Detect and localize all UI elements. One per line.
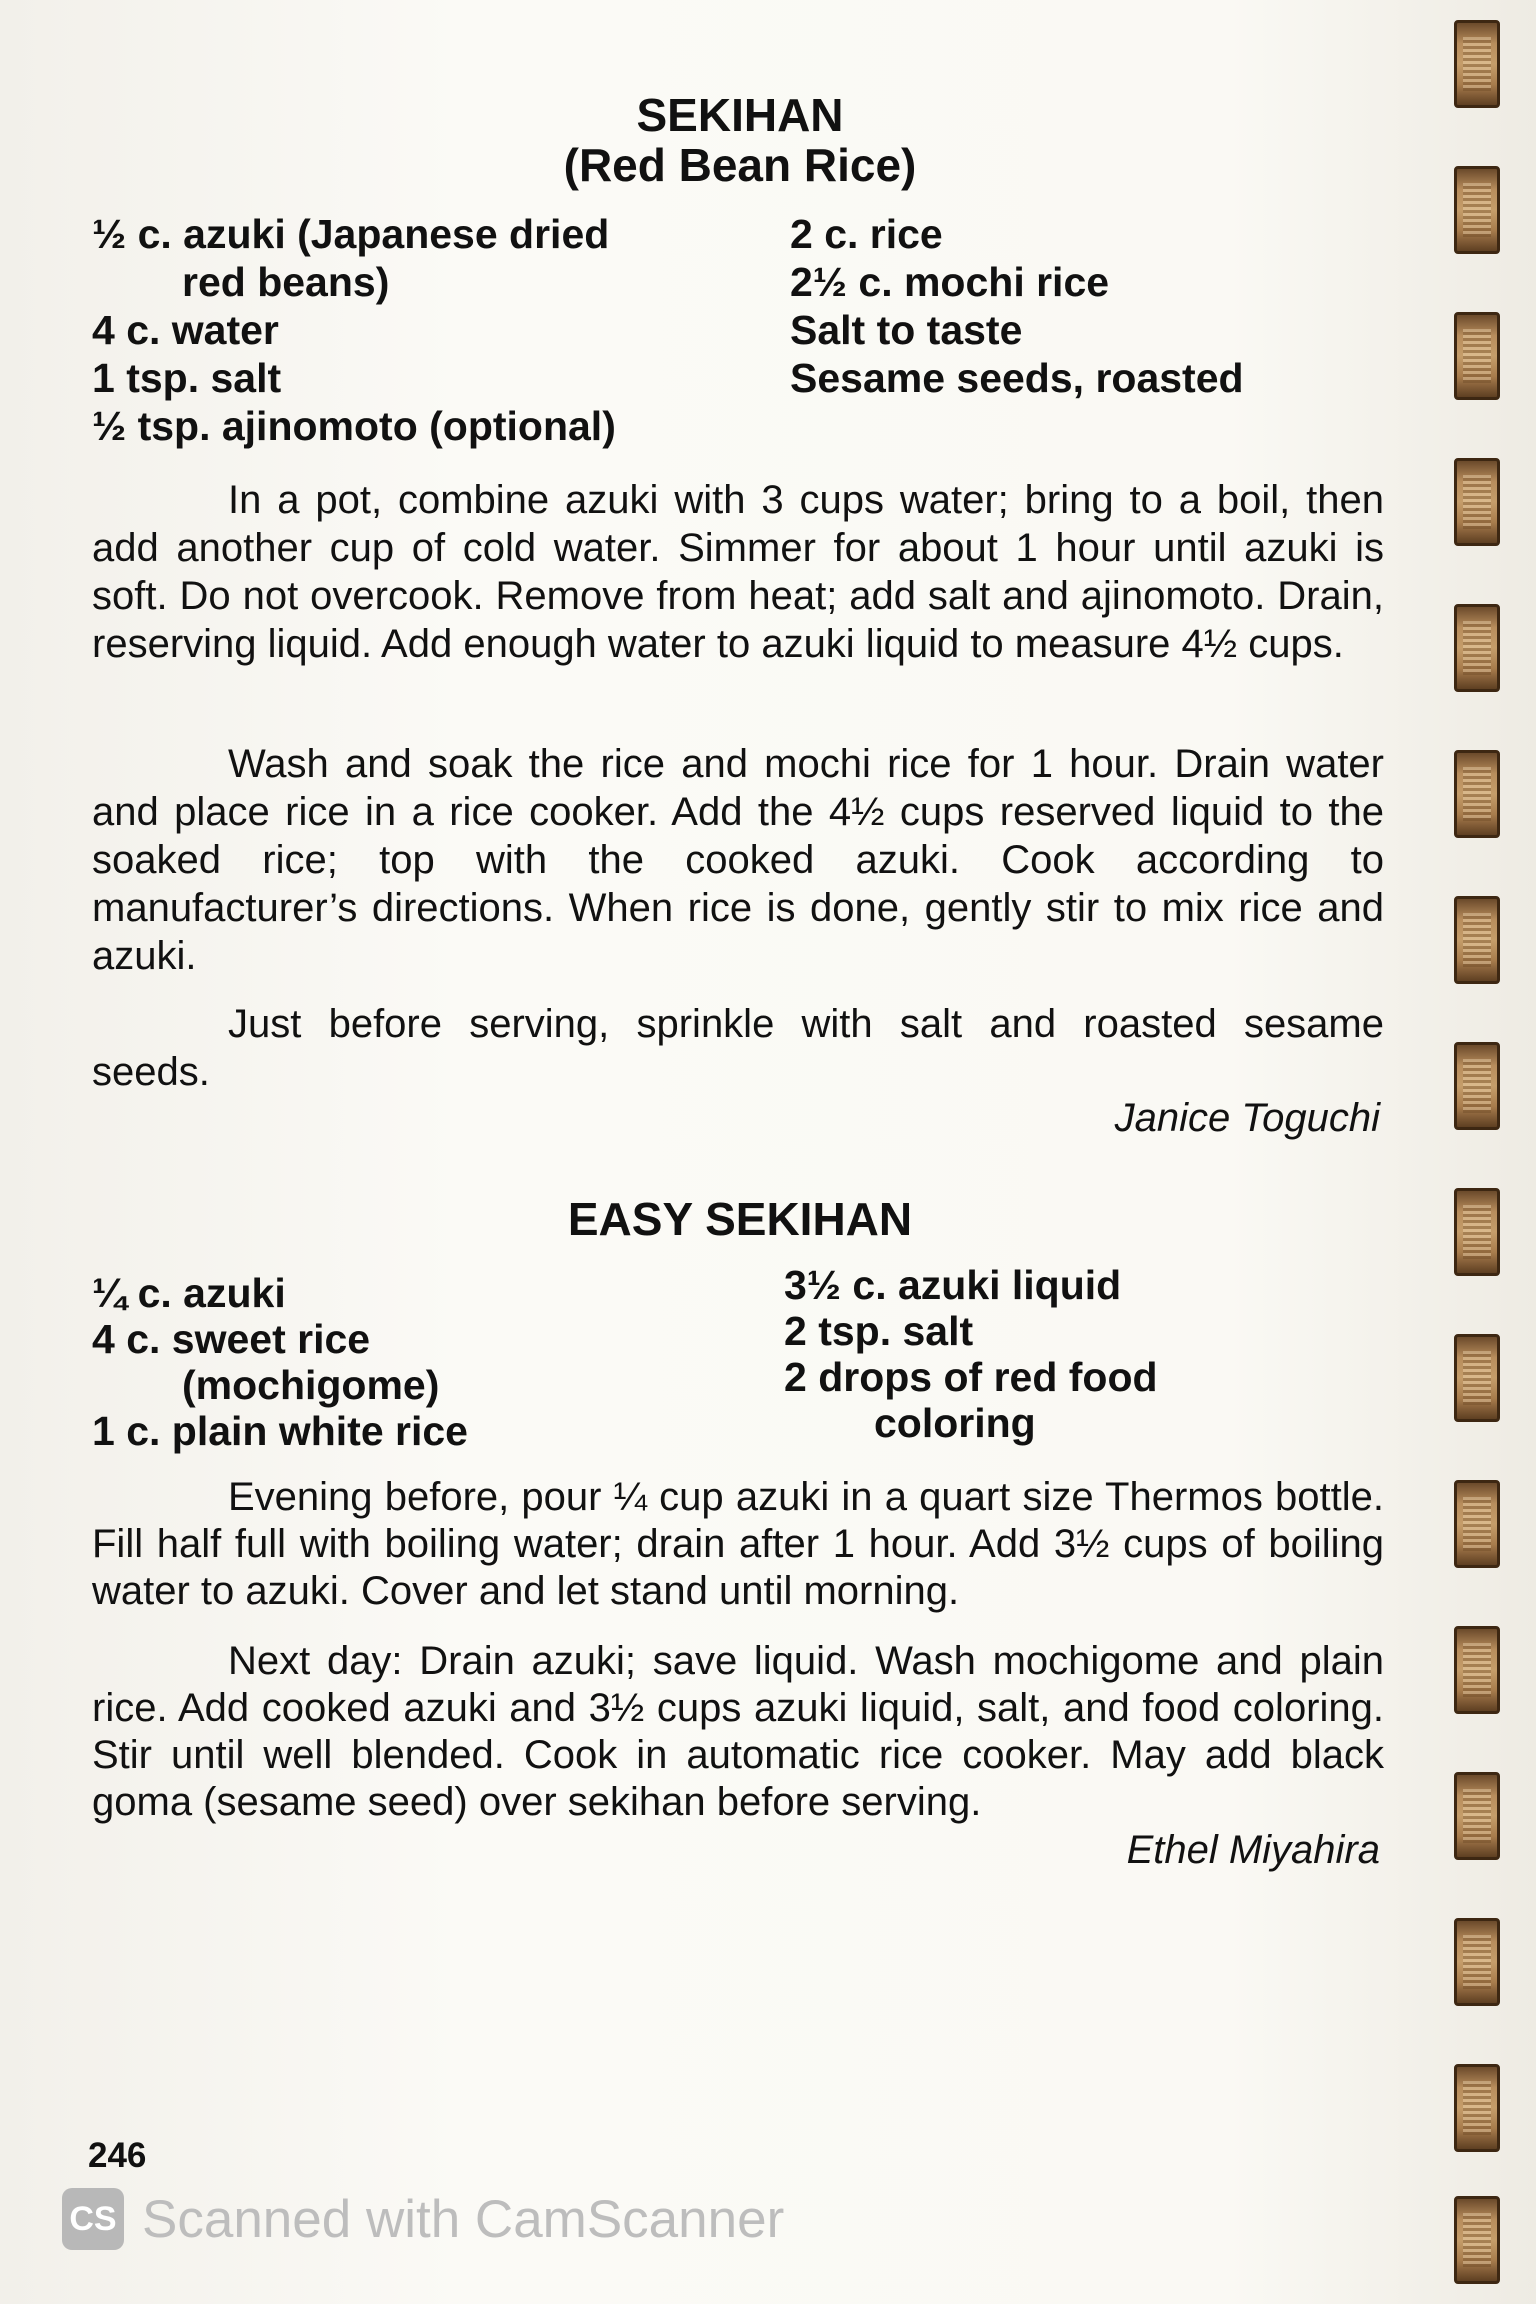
binding-tab (1454, 1480, 1500, 1568)
recipe-title: EASY SEKIHAN (567, 1193, 913, 1245)
binding-tab (1454, 750, 1500, 838)
instruction-paragraph: Just before serving, sprinkle with salt and roasted sesame seeds. (92, 1002, 1384, 1094)
spiral-binding (1436, 0, 1536, 2304)
binding-tab (1454, 20, 1500, 108)
binding-tab (1454, 1626, 1500, 1714)
ingredient-item: ¼ c. azuki (92, 1270, 286, 1316)
ingredient-item: 2 tsp. salt (784, 1308, 974, 1354)
camscanner-logo-icon: CS (62, 2188, 124, 2250)
ingredient-item: Salt to taste (790, 307, 1023, 353)
ingredient-item: 1 tsp. salt (92, 355, 282, 401)
binding-tab (1454, 604, 1500, 692)
binding-tab (1454, 2196, 1500, 2284)
ingredient-item: 1 c. plain white rice (92, 1408, 468, 1454)
binding-tab (1454, 1188, 1500, 1276)
binding-tab (1454, 2064, 1500, 2152)
binding-tab (1454, 1334, 1500, 1422)
recipe-author: Ethel Miyahira (1126, 1828, 1380, 1872)
ingredient-list-right (784, 1262, 1158, 1446)
binding-tab (1454, 312, 1500, 400)
ingredient-list-left (92, 1270, 468, 1454)
page-number: 246 (88, 2136, 147, 2175)
watermark-text: Scanned with CamScanner (142, 2189, 785, 2249)
ingredient-item: 2 drops of red food (784, 1354, 1158, 1400)
ingredient-item: (mochigome) (182, 1362, 440, 1408)
ingredient-item: coloring (874, 1400, 1036, 1446)
ingredient-item: Sesame seeds, roasted (790, 355, 1244, 401)
ingredient-list-left (92, 210, 616, 450)
ingredient-list-right (790, 210, 1244, 402)
ingredient-item: red beans) (182, 259, 390, 305)
instruction-paragraph: Evening before, pour ¼ cup azuki in a quart size Thermos bottle. Fill half full with boiling water; drain after 1 hour. Add 3½ cups of boiling water to azuki. Cover and let stand until morning. (92, 1475, 1384, 1613)
instruction-paragraph: Next day: Drain azuki; save liquid. Wash mochigome and plain rice. Add cooked azuki and 3½ cups azuki liquid, salt, and food coloring. Stir until well blended. Cook in automatic rice cooker. May add black goma (sesame seed) over sekihan before serving. (92, 1639, 1384, 1824)
ingredient-item: ½ tsp. ajinomoto (optional) (92, 403, 616, 449)
binding-tab (1454, 166, 1500, 254)
recipe-author: Janice Toguchi (1114, 1096, 1380, 1140)
recipe-subtitle: (Red Bean Rice) (563, 139, 917, 191)
binding-tab (1454, 896, 1500, 984)
recipe-title: SEKIHAN (636, 89, 844, 141)
ingredient-item: 4 c. sweet rice (92, 1316, 371, 1362)
ingredient-item: 3½ c. azuki liquid (784, 1262, 1122, 1308)
instruction-paragraph: Wash and soak the rice and mochi rice for 1 hour. Drain water and place rice in a rice cooker. Add the 4½ cups reserved liquid to the soaked rice; top with the cooked azuki. Cook according to manufacturer’s directions. When rice is done, gently stir to mix rice and azuki. (92, 742, 1384, 978)
binding-tab (1454, 458, 1500, 546)
ingredient-item: 2½ c. mochi rice (790, 259, 1110, 305)
binding-tab (1454, 1042, 1500, 1130)
instruction-paragraph: In a pot, combine azuki with 3 cups water; bring to a boil, then add another cup of cold water. Simmer for about 1 hour until azuki is soft. Do not overcook. Remove from heat; add salt and ajinomoto. Drain, reserving liquid. Add enough water to azuki liquid to measure 4½ cups. (92, 478, 1384, 666)
ingredient-item: 2 c. rice (790, 211, 943, 257)
binding-tab (1454, 1772, 1500, 1860)
camscanner-watermark (62, 2184, 784, 2254)
ingredient-item: 4 c. water (92, 307, 279, 353)
ingredient-item: ½ c. azuki (Japanese dried (92, 211, 610, 257)
binding-tab (1454, 1918, 1500, 2006)
